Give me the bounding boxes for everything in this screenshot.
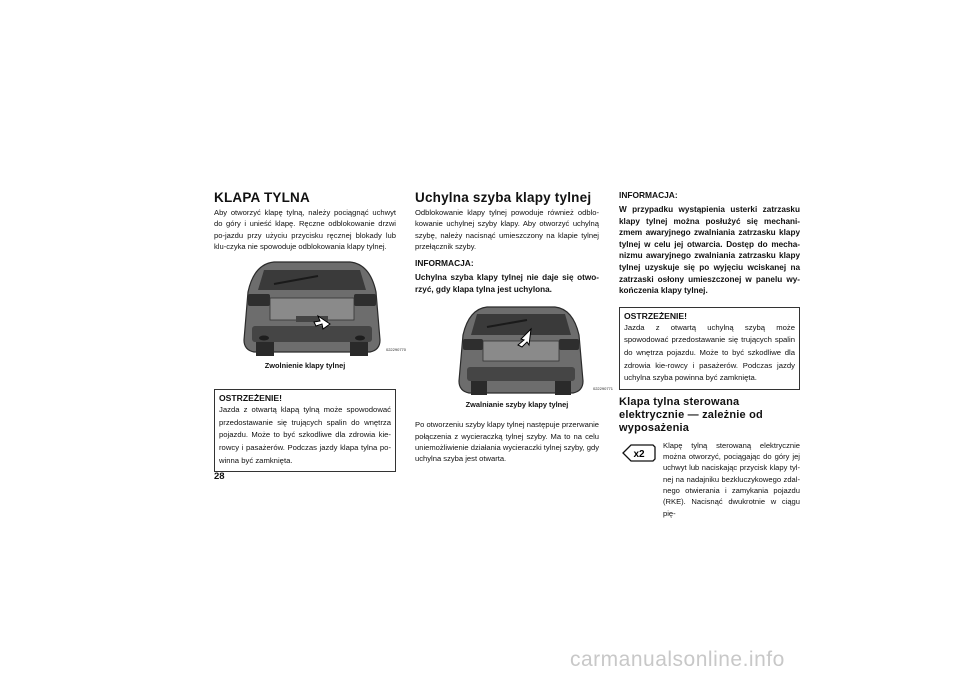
tailgate-release-figure (234, 260, 406, 358)
warning-box (214, 389, 396, 472)
warning-box (619, 307, 800, 390)
section-heading-tailgate: KLAPA TYLNA (214, 190, 310, 205)
power-liftgate-text: Klapę tylną sterowaną elektrycznie można otworzyć, pociągając do góry jej uchwyt lub naciskając przycisk klapy tyl-nej na nadajniku bezkluczykowego zdal-nego otwierania i zamykania pojazdu (RKE). Nacisnąć dwukrotnie w ciągu pię- (663, 440, 800, 518)
column-info-warning (619, 190, 800, 519)
warning-title: OSTRZEŻENIE! (219, 393, 283, 404)
warning-text: Jazda z otwartą klapą tylną może spowodować przedostawanie się trujących spalin do wnętrza pojazdu. Może to być szkodliwe dla zdrowia kie-rowcy i pasażerów. Podczas jazdy klapa tylna po-winna być zamknięta. (219, 405, 391, 465)
power-liftgate-block (619, 440, 800, 519)
watermark: carmanualsonline.info (570, 648, 785, 671)
figure-caption: Zwalnianie szyby klapy tylnej (465, 400, 569, 410)
figure-code: 022290770 (385, 347, 406, 353)
column-tailgate (214, 190, 406, 472)
x2-label: x2 (633, 448, 645, 460)
section-heading-power-liftgate: Klapa tylna sterowana elektrycznie — zależnie od wyposażenia (619, 395, 763, 434)
figure-code: 022290771 (592, 386, 613, 392)
warning-title: OSTRZEŻENIE! (624, 310, 688, 321)
figure-caption: Zwolnienie klapy tylnej (264, 361, 346, 371)
flip-glass-release-figure (451, 305, 613, 397)
flip-glass-intro-text: Odblokowanie klapy tylnej powoduje również odblo-kowanie uchylnej szyby klapy. Aby otworzyć uchylną szybę, należy nacisnąć umieszczony na klapie tylnej przełącznik szyby. (415, 208, 599, 251)
column-flip-glass (415, 190, 613, 465)
suv-rear-illustration (234, 260, 390, 358)
flip-glass-after-text: Po otworzeniu szyby klapy tylnej następuje przerwanie połączenia z wycieraczką tylnej szyby. Ma to na celu uniemożliwienie działania wycieraczki tylnej szyby, gdy uchylna szyba jest otwarta. (415, 420, 599, 464)
info-note-text: W przypadku wystąpienia usterki zatrzasku klapy tylnej można posłużyć się mechani-zmem awaryjnego zwalniania zatrzasku klapy tylnej w celu jej otwarcia. Dostęp do mecha-nizmu awaryjnego zwalniania zatrzasku klapy tylnej uzyskuje się po wyjęciu wciskanej na zatrzaski osłony umieszczonej w panelu wy-kończenia klapy tylnej. (619, 205, 800, 296)
section-heading-flip-glass: Uchylna szyba klapy tylnej (415, 190, 592, 205)
info-note-title: INFORMACJA: (415, 258, 474, 269)
info-note-text: Uchylna szyba klapy tylnej nie daje się otwo-rzyć, gdy klapa tylna jest uchylona. (415, 273, 599, 294)
page-number: 28 (214, 471, 225, 482)
info-note-title: INFORMACJA: (619, 190, 678, 200)
suv-rear-glass-illustration (451, 305, 591, 397)
warning-text: Jazda z otwartą uchylną szybą może spowodować przedostawanie się trujących spalin do wnętrza pojazdu. Może to być szkodliwe dla zdrowia kie-rowcy i pasażerów. Podczas jazdy uchylna szyba powinna być zamknięta. (624, 322, 795, 383)
key-fob-x2-icon (619, 440, 659, 466)
tailgate-intro-text: Aby otworzyć klapę tylną, należy pociągnąć uchwyt do góry i unieść klapę. Ręczne odblokowanie drzwi po-jazdu przy użyciu przycisku ręcznej blokady lub klu-czyka nie spowoduje odblokowania klapy tylnej. (214, 208, 396, 251)
